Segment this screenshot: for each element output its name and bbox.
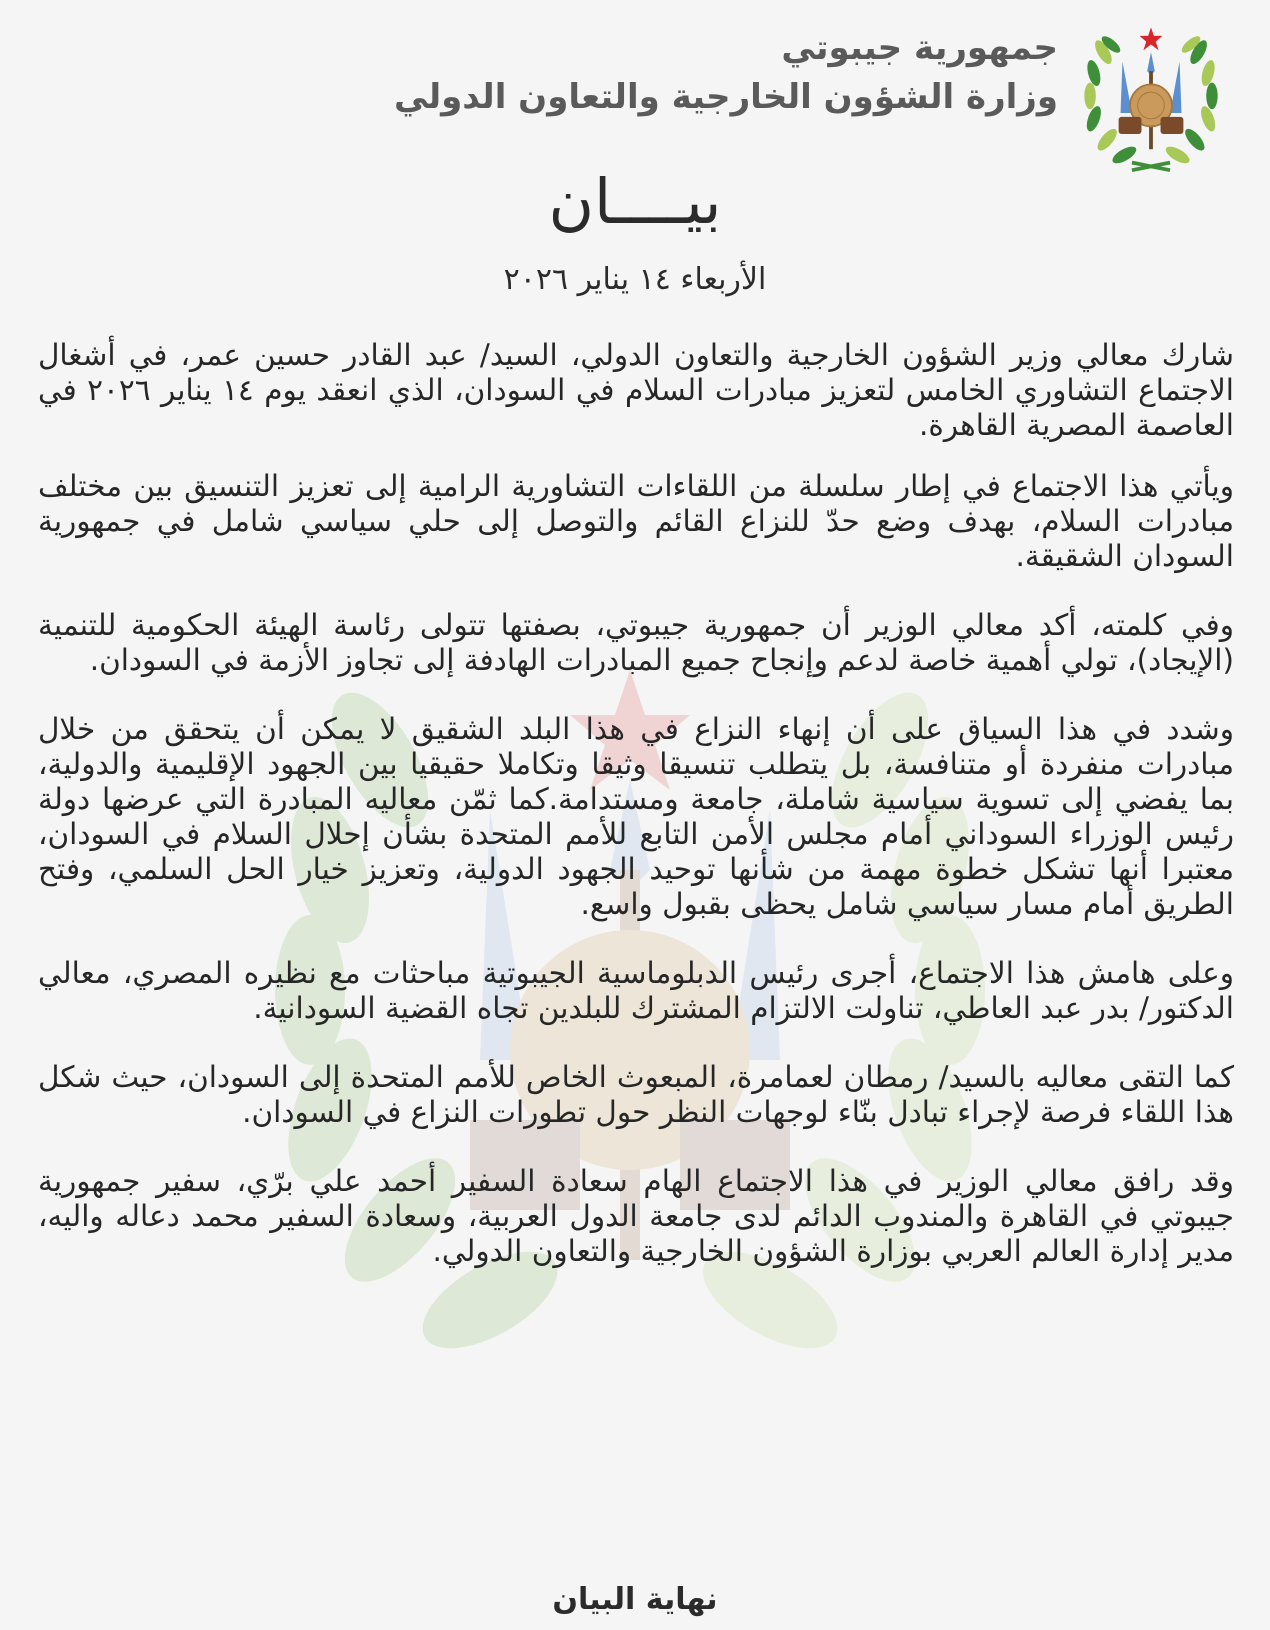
djibouti-coat-of-arms-icon <box>1072 14 1230 174</box>
hand-left-icon <box>1119 117 1142 134</box>
hand-right-icon <box>1161 117 1184 134</box>
paragraph: وعلى هامش هذا الاجتماع، أجرى رئيس الدبلوماسية الجيبوتية مباحثات مع نظيره المصري، معالي الدكتور/ بدر عبد العاطي، تناولت الالتزام المشترك للبلدين تجاه القضية السودانية. <box>38 956 1234 1025</box>
country-name: جمهورية جيبوتي <box>781 28 1058 68</box>
paragraph: وقد رافق معالي الوزير في هذا الاجتماع الهام سعادة السفير أحمد علي برّي، سفير جمهورية جيبوتي في القاهرة والمندوب الدائم لدى جامعة الدول العربية، وسعادة السفير محمد دعاله واليه، مدير إدارة العالم العربي بوزارة الشؤون الخارجية والتعاون الدولي. <box>38 1164 1234 1268</box>
paragraph: وشدد في هذا السياق على أن إنهاء النزاع في هذا البلد الشقيق لا يمكن أن يتحقق من خلال مبادرات منفردة أو متنافسة، بل يتطلب تنسيقا وثيقا وتكاملا حقيقيا بين الجهود الإقليمية والدولية، بما يفضي إلى تسوية سياسية شاملة، جامعة ومستدامة.كما ثمّن معاليه المبادرة التي عرضها دولة رئيس الوزراء السوداني أمام مجلس الأمن التابع للأمم المتحدة بشأن إحلال السلام في السودان، معتبرا أنها تشكل خطوة مهمة من شأنها توحيد الجهود الدولية، وتعزيز خيار الحل السلمي، وفتح الطريق أمام مسار سياسي شامل يحظى بقبول واسع. <box>38 712 1234 921</box>
end-of-statement: نهاية البيان <box>552 1582 718 1617</box>
paragraph: شارك معالي وزير الشؤون الخارجية والتعاون الدولي، السيد/ عبد القادر حسين عمر، في أشغال الاجتماع التشاوري الخامس لتعزيز مبادرات السلام في السودان، الذي انعقد يوم ١٤ يناير ٢٠٢٦ في العاصمة المصرية القاهرة. <box>38 338 1234 442</box>
document-title: بيــــان <box>548 165 722 238</box>
paragraph: وفي كلمته، أكد معالي الوزير أن جمهورية جيبوتي، بصفتها تتولى رئاسة الهيئة الحكومية للتنمية (الإيجاد)، تولي أهمية خاصة لدعم وإنجاح جميع المبادرات الهادفة إلى تجاوز الأزمة في السودان. <box>38 608 1234 677</box>
paragraph: ويأتي هذا الاجتماع في إطار سلسلة من اللقاءات التشاورية الرامية إلى تعزيز التنسيق بين مختلف مبادرات السلام، بهدف وضع حدّ للنزاع القائم والتوصل إلى حلي سياسي شامل في جمهورية السودان الشقيقة. <box>38 469 1234 573</box>
document-date: الأربعاء ١٤ يناير ٢٠٢٦ <box>503 262 767 297</box>
letterhead-text <box>394 14 1058 122</box>
star-icon <box>1140 27 1163 50</box>
paragraph: كما التقى معاليه بالسيد/ رمطان لعمامرة، المبعوث الخاص للأمم المتحدة إلى السودان، حيث شكل هذا اللقاء فرصة لإجراء تبادل بنّاء لوجهات النظر حول تطورات النزاع في السودان. <box>38 1060 1234 1129</box>
letterhead <box>394 14 1230 174</box>
ministry-name: وزارة الشؤون الخارجية والتعاون الدولي <box>393 77 1058 117</box>
statement-body <box>38 338 1234 1295</box>
